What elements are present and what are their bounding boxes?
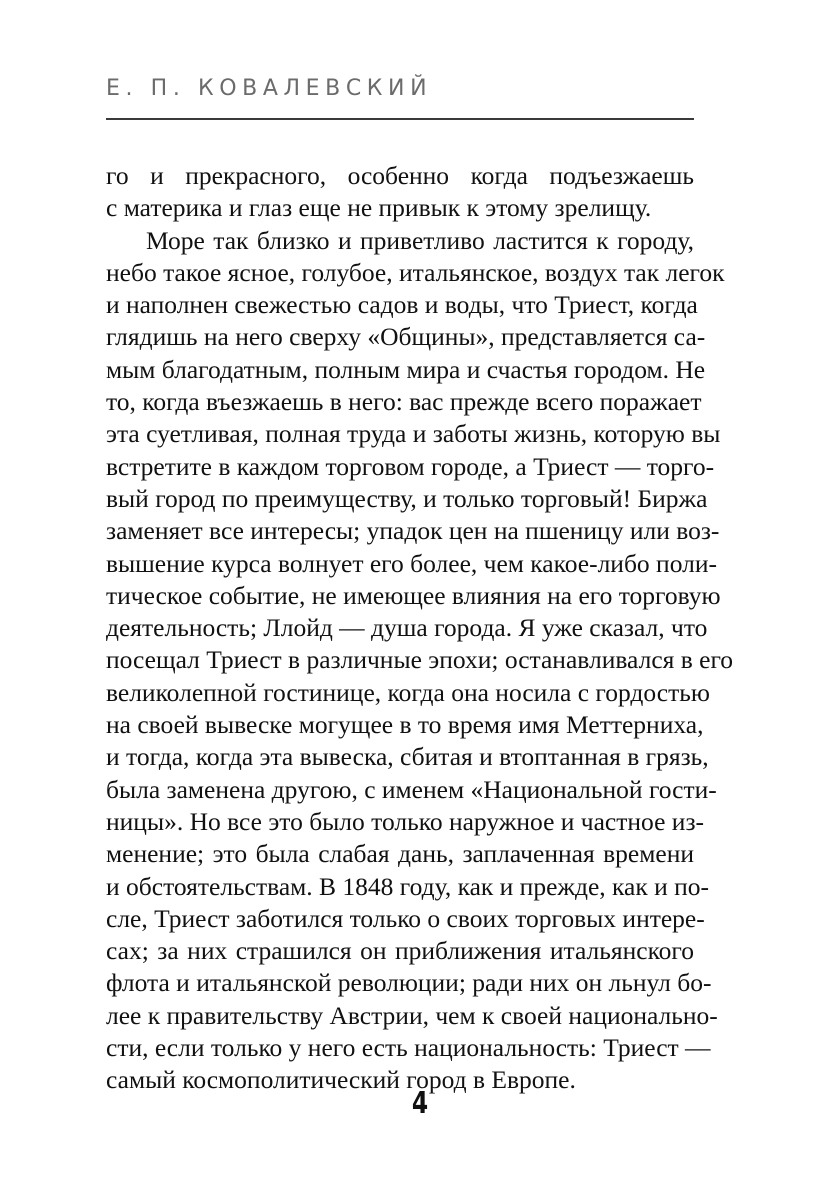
text-line: великолепной гостинице, когда она носила с гордостью xyxy=(106,677,710,707)
text-line: сле, Триест заботился только о своих торговых интере- xyxy=(106,903,705,933)
text-line: на своей вывеске могущее в то время имя Меттерниха, xyxy=(106,710,704,740)
text-line: глядишь на него сверху «Общины», представляется са- xyxy=(106,322,706,352)
text-line: менение; это была слабая дань, заплаченная времени xyxy=(106,839,694,869)
text-line: и наполнен свежестью садов и воды, что Триест, когда xyxy=(106,290,698,320)
text-line: небо такое ясное, голубое, итальянское, воздух так легок xyxy=(106,257,725,287)
body-text xyxy=(106,160,734,1097)
text-line: то, когда въезжаешь в него: вас прежде всего поражает xyxy=(106,387,702,417)
text-line: ницы». Но все это было только наружное и частное из- xyxy=(106,806,705,836)
text-line: лее к правительству Австрии, чем к своей национально- xyxy=(106,1000,718,1030)
text-line: с материка и глаз еще не привык к этому зрелищу. xyxy=(106,193,652,223)
text-line: и обстоятельствам. В 1848 году, как и прежде, как и по- xyxy=(106,871,710,901)
text-line: сти, если только у него есть национальность: Триест — xyxy=(106,1033,711,1063)
text-line: вышение курса волнует его более, чем какое-либо поли- xyxy=(106,548,717,578)
text-line: посещал Триест в различные эпохи; останавливался в его xyxy=(106,645,734,675)
text-line: встретите в каждом торговом городе, а Триест — торго- xyxy=(106,451,715,481)
text-line: вый город по преимуществу, и только торговый! Биржа xyxy=(106,483,708,513)
text-line: была заменена другою, с именем «Национальной гости- xyxy=(106,774,717,804)
text-line: эта суетливая, полная труда и заботы жизнь, которую вы xyxy=(106,419,721,449)
header-rule xyxy=(106,118,694,120)
text-line: и тогда, когда эта вывеска, сбитая и втоптанная в грязь, xyxy=(106,742,709,772)
text-line: заменяет все интересы; упадок цен на пшеницу или воз- xyxy=(106,516,720,546)
text-line: мым благодатным, полным мира и счастья городом. Не xyxy=(106,354,706,384)
running-title: Е. П. КОВАЛЕВСКИЙ xyxy=(106,76,433,101)
page-number: 4 xyxy=(411,1086,429,1121)
text-line: самый космополитический город в Европе. xyxy=(106,1065,576,1095)
text-line: сах; за них страшился он приближения итальянского xyxy=(106,936,694,966)
text-line: флота и итальянской революции; ради них он льнул бо- xyxy=(106,968,712,998)
text-line: го и прекрасного, особенно когда подъезжаешь xyxy=(106,161,694,190)
text-line: тическое событие, не имеющее влияния на его торговую xyxy=(106,580,721,610)
text-line: Море так близко и приветливо ластится к городу, xyxy=(146,225,694,255)
text-line: деятельность; Ллойд — душа города. Я уже сказал, что xyxy=(106,613,708,643)
